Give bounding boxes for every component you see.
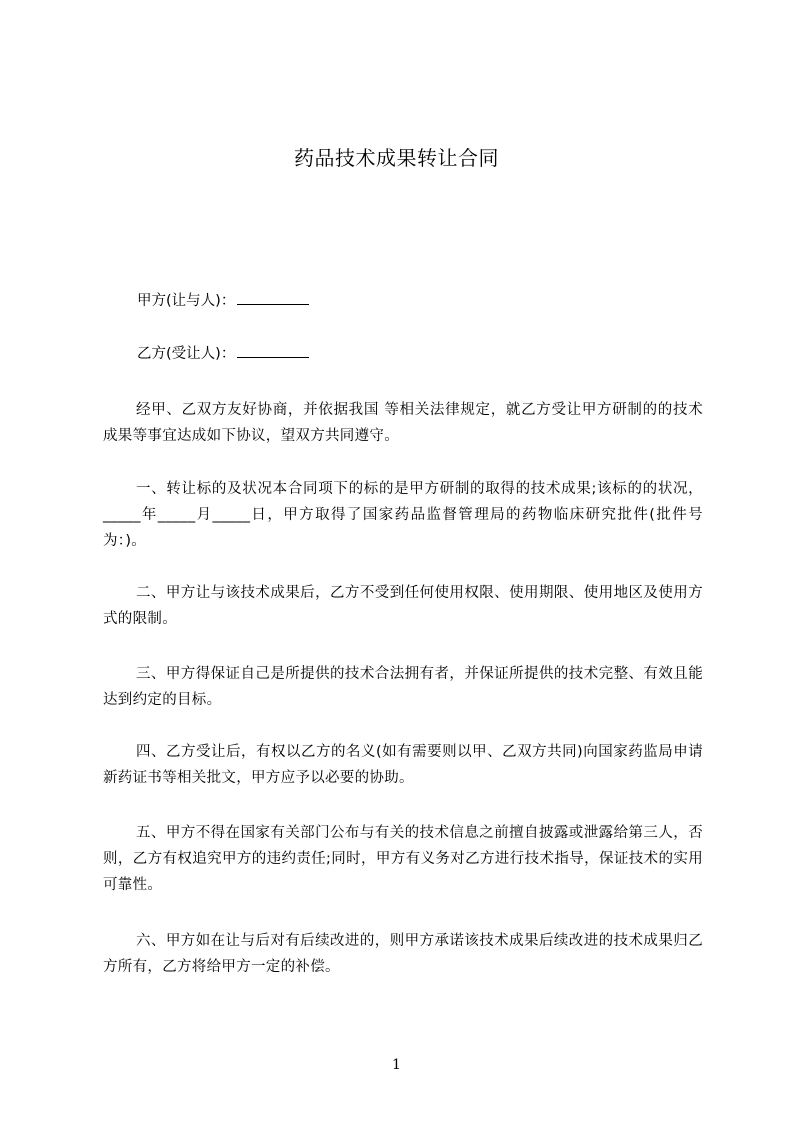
party-b-label: 乙方(受让人)： bbox=[137, 346, 236, 362]
party-a-label: 甲方(让与人)： bbox=[137, 293, 236, 309]
clause-1-paragraph: 一、转让标的及状况本合同项下的标的是甲方研制的取得的技术成果;该标的的状况，_____年_____月_____日，甲方取得了国家药品监督管理局的药物临床研究批件(批件号为：)。 bbox=[103, 481, 703, 549]
intro-paragraph: 经甲、乙双方友好协商，并依据我国 等相关法律规定，就乙方受让甲方研制的的技术成果等事宜达成如下协议，望双方共同遵守。 bbox=[103, 402, 703, 444]
party-b-blank bbox=[237, 343, 309, 358]
clause-5-paragraph: 五、甲方不得在国家有关部门公布与有关的技术信息之前擅自披露或泄露给第三人，否则，乙方有权追究甲方的违约责任;同时，甲方有义务对乙方进行技术指导，保证技术的实用可靠性。 bbox=[103, 825, 703, 893]
party-a-line bbox=[137, 290, 309, 311]
party-a-blank bbox=[237, 290, 309, 305]
document-title: 药品技术成果转让合同 bbox=[294, 146, 499, 170]
clause-3-paragraph: 三、甲方得保证自己是所提供的技术合法拥有者，并保证所提供的技术完整、有效且能达到约定的目标。 bbox=[103, 666, 703, 708]
party-b-line bbox=[137, 343, 309, 364]
clause-4-paragraph: 四、乙方受让后，有权以乙方的名义(如有需要则以甲、乙双方共同)向国家药监局申请新药证书等相关批文，甲方应予以必要的协助。 bbox=[103, 744, 703, 786]
clause-6-paragraph: 六、甲方如在让与后对有后续改进的，则甲方承诺该技术成果后续改进的技术成果归乙方所有，乙方将给甲方一定的补偿。 bbox=[103, 933, 703, 975]
page-number: 1 bbox=[392, 1057, 401, 1073]
clause-2-paragraph: 二、甲方让与该技术成果后，乙方不受到任何使用权限、使用期限、使用地区及使用方式的限制。 bbox=[103, 585, 703, 627]
